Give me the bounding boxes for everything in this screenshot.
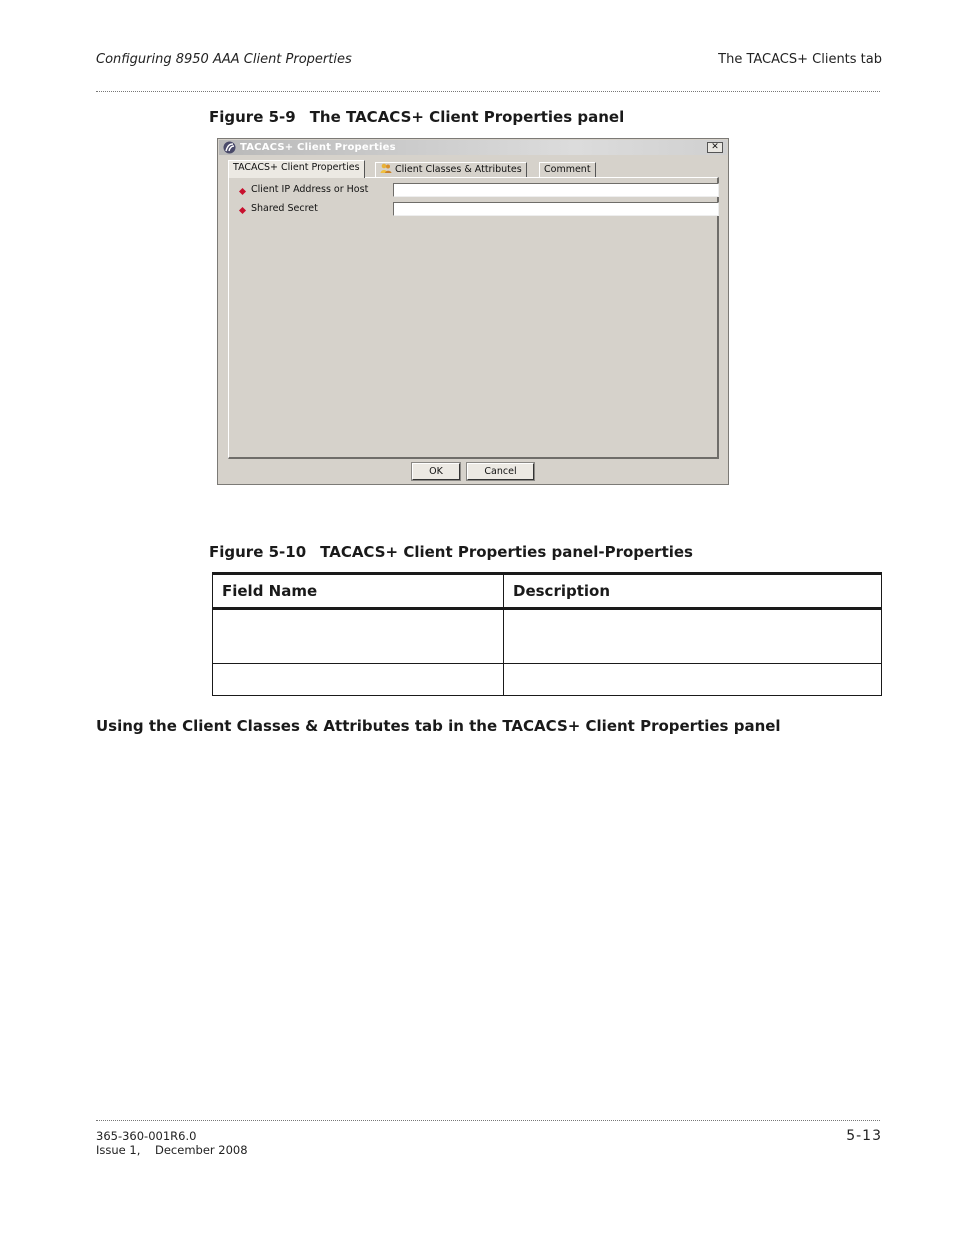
tab-comment[interactable] (539, 162, 596, 177)
ok-button[interactable]: OK (412, 463, 460, 480)
column-header-description: Description (504, 574, 882, 609)
users-icon (380, 163, 392, 173)
dialog-title: TACACS+ Client Properties (240, 142, 396, 153)
figure-5-10-caption (209, 543, 693, 561)
header-rule (96, 91, 880, 92)
table-row (213, 664, 882, 696)
tab-label: Comment (544, 164, 591, 175)
table-cell (213, 609, 504, 664)
footer-left (96, 1129, 248, 1157)
app-logo-icon (223, 141, 236, 154)
dialog-titlebar (219, 140, 727, 155)
tacacs-client-properties-dialog (217, 138, 729, 485)
tab-client-classes-attributes[interactable] (375, 162, 527, 177)
table-row (213, 609, 882, 664)
required-icon (239, 207, 246, 214)
tab-tacacs-client-properties[interactable] (228, 160, 365, 178)
issue-date: Issue 1, December 2008 (96, 1143, 248, 1157)
cancel-button[interactable]: Cancel (467, 463, 534, 480)
close-button[interactable]: ✕ (707, 142, 723, 153)
required-icon (239, 188, 246, 195)
page-number: 5-13 (846, 1128, 882, 1144)
shared-secret-label: Shared Secret (251, 203, 318, 214)
figure-5-9-caption (209, 108, 624, 126)
footer-rule (96, 1120, 880, 1121)
figure-number: Figure 5-10 (209, 543, 307, 561)
tab-label: Client Classes & Attributes (395, 164, 522, 175)
figure-title: TACACS+ Client Properties panel-Properties (320, 543, 693, 561)
properties-table (212, 572, 882, 696)
page-header-right: The TACACS+ Clients tab (718, 52, 882, 67)
table-cell (504, 664, 882, 696)
page-header-left: Configuring 8950 AAA Client Properties (96, 52, 352, 67)
figure-title: The TACACS+ Client Properties panel (309, 108, 625, 126)
figure-number: Figure 5-9 (209, 108, 296, 126)
section-heading: Using the Client Classes & Attributes tab in the TACACS+ Client Properties panel (96, 717, 781, 735)
doc-id: 365-360-001R6.0 (96, 1129, 197, 1143)
client-ip-label: Client IP Address or Host (251, 184, 369, 195)
client-ip-input[interactable] (393, 183, 719, 197)
table-cell (504, 609, 882, 664)
table-cell (213, 664, 504, 696)
shared-secret-input[interactable] (393, 202, 719, 216)
column-header-field-name: Field Name (213, 574, 504, 609)
tab-label: TACACS+ Client Properties (233, 162, 360, 173)
tab-panel (228, 177, 719, 459)
